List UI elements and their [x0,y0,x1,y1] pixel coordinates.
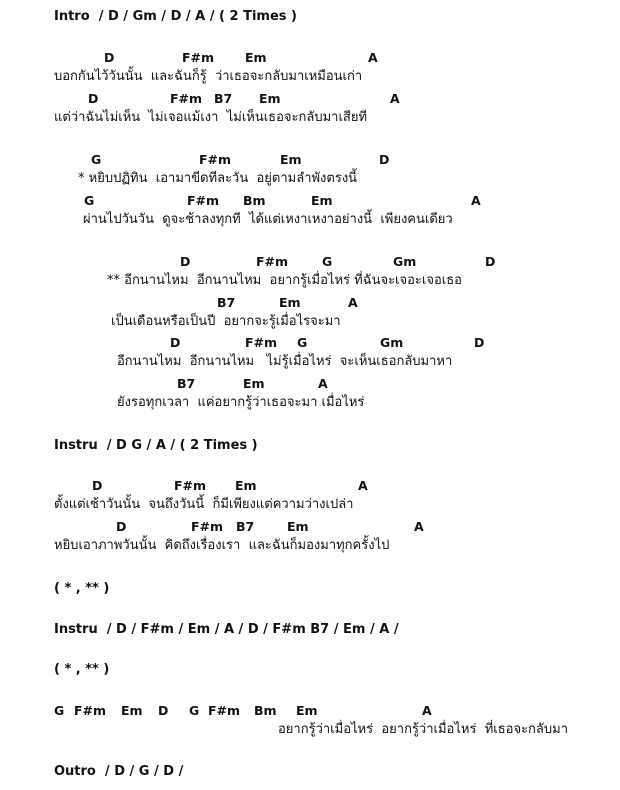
chord: A [318,375,328,391]
chord: Em [287,518,309,534]
chord: F#m [187,192,220,208]
chord: A [368,50,378,65]
lyric-line: ตั้งแต่เช้าวันนั้น จนถึงวันนี้ ก็มีเพียงแต่ความว่างเปล่า [54,497,354,512]
chord: Em [296,703,318,718]
chord: D [158,703,169,718]
chord: F#m [199,152,232,167]
chord: F#m [74,703,107,718]
chord: G [54,703,65,718]
chord: D [104,50,115,65]
repeat-marker-1: ( * , ** ) [54,581,110,596]
chord: F#m [174,478,207,493]
intro-line: Intro / D / Gm / D / A / ( 2 Times ) [54,9,297,24]
chord: A [422,703,432,718]
chord: Em [259,90,281,106]
chord: Em [279,294,301,310]
lyric-line: ** อีกนานไหม อีกนานไหม อยากรู้เมื่อไหร่ ที่ฉันจะเจอะเจอเธอ [107,273,462,288]
chord: A [471,192,481,208]
chord: A [390,90,400,106]
chord: F#m [208,703,241,718]
chord: F#m [256,254,289,269]
chord: G [84,192,95,208]
instru-line-1: Instru / D G / A / ( 2 Times ) [54,438,258,453]
chord: Bm [243,192,266,208]
chord: A [414,518,424,534]
lyric-line: บอกกันไว้วันนั้น และฉันก็รู้ ว่าเธอจะกลับมาเหมือนเก่า [54,69,363,84]
chord: F#m [245,335,278,350]
repeat-marker-2: ( * , ** ) [54,662,110,677]
chord: D [379,152,390,167]
chord: F#m [182,50,215,65]
chord: Gm [380,335,404,350]
outro-line: Outro / D / G / D / [54,764,184,779]
lyric-line: อยากรู้ว่าเมื่อไหร่ อยากรู้ว่าเมื่อไหร่ ที่เธอจะกลับมา [278,722,569,737]
chord: G [322,254,333,269]
chord: B7 [217,294,236,310]
chord: A [348,294,358,310]
chord: G [297,335,308,350]
lyric-line: อีกนานไหม อีกนานไหม ไม่รู้เมื่อไหร่ จะเห็นเธอกลับมาหา [117,354,453,369]
chord: Em [243,375,265,391]
lyric-line: * หยิบปฏิทิน เอามาขีดทีละวัน อยู่ตามลำพังตรงนี้ [78,171,358,186]
lyric-line: เป็นเดือนหรือเป็นปี อยากจะรู้เมื่อไรจะมา [111,313,341,329]
chord: A [358,478,368,493]
lyric-line: หยิบเอาภาพวันนั้น คิดถึงเรื่องเรา และฉันก็มองมาทุกครั้งไป [54,537,390,553]
chord: Gm [393,254,417,269]
chord: Em [121,703,143,718]
chord: B7 [236,518,255,534]
chord: B7 [214,90,233,106]
chord: D [88,90,99,106]
lyric-line: ยังรอทุกเวลา แค่อยากรู้ว่าเธอจะมา เมื่อไหร่ [117,394,365,410]
chord: D [180,254,191,269]
chord: Bm [254,703,277,718]
chord: D [474,335,485,350]
chord: D [170,335,181,350]
chord: G [91,152,102,167]
lyric-line: ผ่านไปวันวัน ดูจะช้าลงทุกที ได้แต่เหงาเหงาอย่างนี้ เพียงคนเดียว [83,211,453,227]
lyric-line: แต่ว่าฉันไม่เห็น ไม่เจอแม้เงา ไม่เห็นเธอจะกลับมาเสียที [54,109,368,125]
chord: D [92,478,103,493]
chord: Em [280,152,302,167]
chord: Em [311,192,333,208]
chord: B7 [177,375,196,391]
chord: Em [245,50,267,65]
instru-line-2: Instru / D / F#m / Em / A / D / F#m B7 / Em / A / [54,622,399,637]
chord: Em [235,478,257,493]
chord: G [189,703,200,718]
chord: F#m [191,518,224,534]
chord: D [116,518,127,534]
chord: D [485,254,496,269]
chord: F#m [170,90,203,106]
